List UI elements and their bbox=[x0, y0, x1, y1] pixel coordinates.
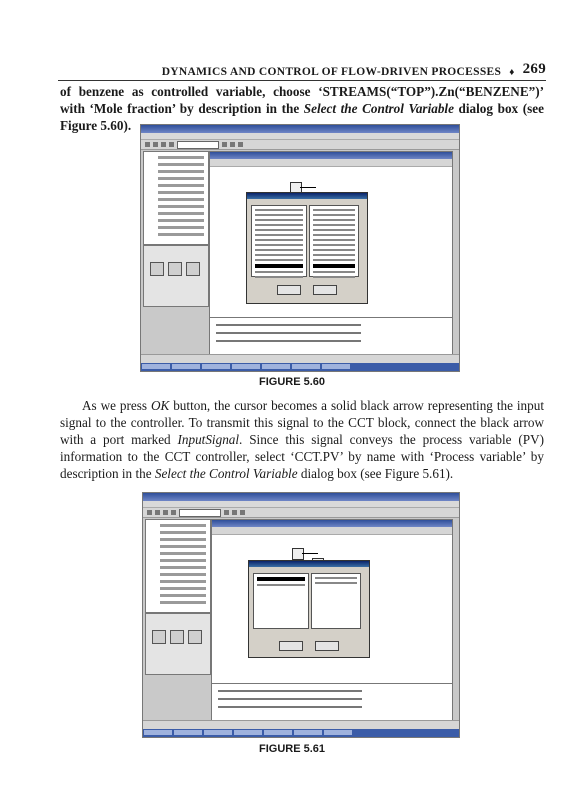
para1-text-b: dialog box (see Figure 5.60). bbox=[60, 101, 544, 133]
variable-description-list bbox=[311, 573, 361, 629]
library-palette bbox=[145, 613, 211, 675]
status-bar bbox=[141, 354, 459, 363]
cancel-button[interactable] bbox=[315, 641, 339, 651]
app-toolbar bbox=[143, 508, 459, 518]
app-titlebar bbox=[141, 125, 459, 133]
para1-text-a: of benzene as controlled variable, choose ‘STREAMS(“TOP”).Zn(“BENZENE”)’ with ‘Mole fraction’ by description in the bbox=[60, 84, 544, 116]
page-number: 269 bbox=[522, 61, 546, 77]
simulation-explorer-tree bbox=[143, 151, 209, 245]
paragraph-2 bbox=[60, 397, 544, 482]
para2-s1: As we press bbox=[82, 398, 151, 413]
ok-button[interactable] bbox=[277, 285, 301, 295]
para2-s2: button, the cursor becomes a solid black arrow representing the input signal to the controller. To transmit this signal to the CCT block, connect the black arrow with a port marked bbox=[60, 398, 544, 447]
para2-inputsignal: InputSignal bbox=[177, 432, 240, 447]
taskbar bbox=[143, 729, 459, 737]
para2-dialog-name: Select the Control Variable bbox=[154, 466, 298, 481]
diamond-separator: ♦ bbox=[509, 67, 515, 78]
simulation-explorer-tree bbox=[145, 519, 211, 613]
para2-s4: dialog box (see Figure 5.61). bbox=[297, 466, 454, 481]
figure-5-61-caption: FIGURE 5.61 bbox=[258, 743, 326, 755]
para2-s3: . Since this signal conveys the process variable (PV) information to the CCT controller, select ‘CCT.PV’ by name with ‘Process variable’ by description in the bbox=[60, 432, 544, 481]
ok-button[interactable] bbox=[279, 641, 303, 651]
figure-5-60-screenshot bbox=[140, 124, 460, 372]
running-title: DYNAMICS AND CONTROL OF FLOW-DRIVEN PROCESSES bbox=[161, 66, 502, 78]
running-header bbox=[58, 56, 546, 81]
flowsheet-window bbox=[209, 151, 453, 325]
taskbar bbox=[141, 363, 459, 371]
variable-description-list bbox=[309, 205, 359, 277]
select-control-variable-dialog bbox=[246, 192, 368, 304]
app-menubar bbox=[141, 133, 459, 140]
library-palette bbox=[143, 245, 209, 307]
app-titlebar bbox=[143, 493, 459, 501]
para1-italic: Select the Control Variable bbox=[303, 101, 454, 116]
status-bar bbox=[143, 720, 459, 729]
message-pane bbox=[211, 683, 453, 721]
figure-5-60-caption: FIGURE 5.60 bbox=[258, 376, 326, 388]
app-toolbar bbox=[141, 140, 459, 150]
variable-name-list bbox=[253, 573, 309, 629]
cancel-button[interactable] bbox=[313, 285, 337, 295]
flowsheet-window bbox=[211, 519, 453, 693]
figure-5-61-screenshot bbox=[142, 492, 460, 738]
app-menubar bbox=[143, 501, 459, 508]
select-control-variable-dialog bbox=[248, 560, 370, 658]
message-pane bbox=[209, 317, 453, 355]
variable-name-list bbox=[251, 205, 307, 277]
para2-ok: OK bbox=[150, 398, 170, 413]
